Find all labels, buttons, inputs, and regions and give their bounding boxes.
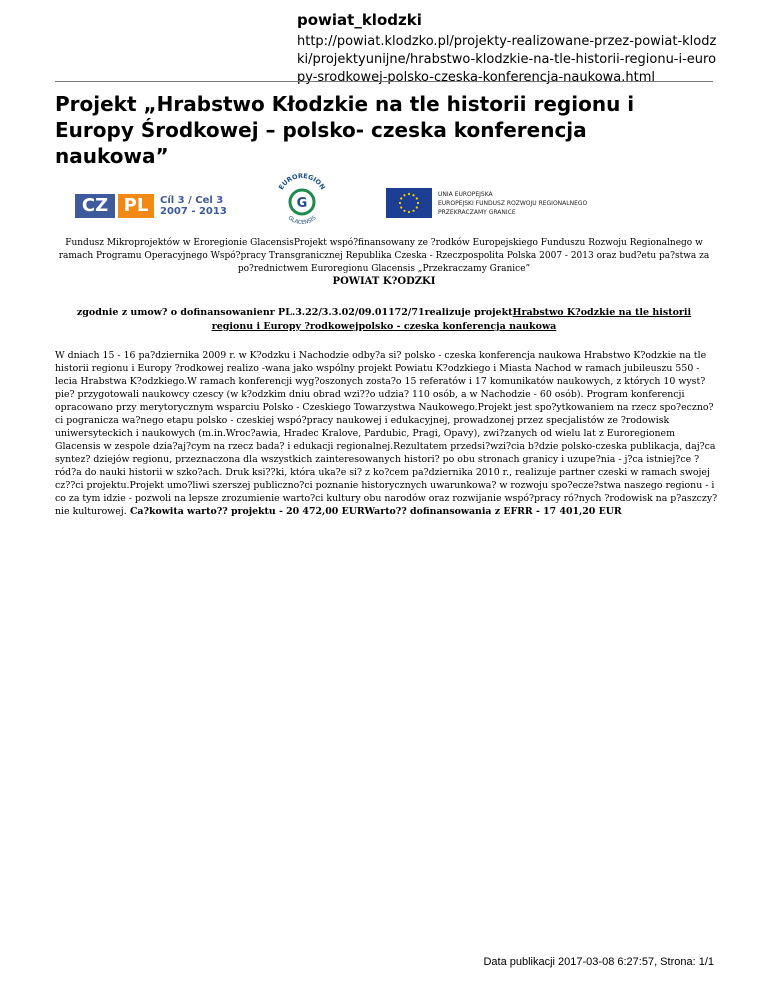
- description-text: W dniach 15 - 16 pa?dziernika 2009 r. w K?odzku i Nachodzie odby?a si? polsko - czeska konferencja naukowa Hrabstwo K?odzkie na tle historii regionu i Europy ?rodkowej realizo -wana jako wspólny projekt Powiatu K?odzkiego i Miasta Nachod w ramach jubileuszu 550 - lecia Hrabstwa K?odzkiego.W ramach konferencji wyg?oszonych zosta?o 15 referatów i 17 komunikatów naukowych, z których 10 wyst?pie? przygotowali naukowcy czescy (w k?odzkim dniu obrad wzi??o udzia? 110 osób, a w Nachodzie - 60 osób). Program konferencji opracowano przy merytorycznym wsparciu Polsko - Czeskiego Towarzystwa Naukowego.Projekt jest spo?ytkowaniem na rzecz spo?eczno?ci pogranicza wa?nego etapu polsko - czeskiej wspó?pracy naukowej i edukacyjnej, prowadzonej przez specjalistów ze ?rodowisk uniwersyteckich i naukowych (m.in.Wroc?awia, Hradec Kralove, Pardubic, Pragi, Opavy), zwi?zanych od wielu lat z Euroregionem Glacensis w zespole dzia?aj?cym na rzecz bada? i edukacji regionalnej.Rezultatem przedsi?wzi?cia b?dzie polsko-czeska publikacja, daj?ca syntez? dziejów regionu, przeznaczona dla wszystkich zainteresowanych histori? po obu stronach granicy i uzupe?nia - j?ca istniej?ce ?ród?a do nauki historii w szko?ach. Druk ksi??ki, która uka?e si? z ko?cem pa?dziernika 2010 r., realizuje partner czeski w ramach swojej cz??ci projektu.Projekt umo?liwi szerszej publiczno?ci poznanie historycznych uwarunkowa? w rozwoju spo?ecze?stwa naszego regionu - i co za tym idzie - pozwoli na lepsze zrozumienie warto?ci kultury obu narodów oraz rozwijanie wspó?pracy ró?nych ?rodowisk na p?aszczy?nie kulturowej.: [55, 350, 718, 517]
- eu-logo-line3: PRZEKRACZAMY GRANICE: [438, 208, 516, 216]
- site-name: powiat_klodzki: [297, 11, 422, 29]
- euroregion-logo-top-text: EUROREGION: [277, 171, 327, 192]
- organization-name: POWIAT K?ODZKI: [332, 276, 436, 287]
- eu-logo-line1: UNIA EUROPEJSKA: [438, 190, 493, 198]
- header-divider: [55, 81, 713, 82]
- euroregion-logo-bottom-text: GLACENSIS: [286, 215, 318, 227]
- eu-flag-icon: [386, 188, 432, 218]
- project-description: [55, 349, 718, 518]
- svg-text:EUROREGION: [277, 172, 327, 191]
- funding-note: Fundusz Mikroprojektów w Eroregionie GlacensisProjekt wspó?finansowany ze ?rodków Europejskiego Funduszu Rozwoju Regionalnego w ramach Programu Operacyjnego Wspó?pracy Transgranicznej Republika Czeska - Rzeczpospolita Polska 2007 - 2013 oraz bud?etu pa?stwa za po?rednictwem Euroregionu Glacensis „Przekraczamy Granice”: [58, 238, 710, 274]
- publication-footer: Data publikacji 2017-03-08 6:27:57, Strona: 1/1: [483, 956, 714, 968]
- eu-logo: [386, 188, 587, 218]
- czpl-logo: [75, 194, 227, 218]
- contract-prefix: zgodnie z umow? o dofinansowanienr PL.3.22/3.3.02/09.01172/71realizuje projekt: [76, 307, 513, 318]
- czpl-logo-line2: 2007 - 2013: [160, 206, 227, 217]
- svg-text:GLACENSIS: [287, 215, 318, 226]
- logo-strip: [0, 168, 768, 232]
- czpl-logo-line1: Cíl 3 / Cel 3: [160, 195, 224, 206]
- page-url[interactable]: http://powiat.klodzko.pl/projekty-realizowane-przez-powiat-klodzki/projektyunijne/hrabstwo-klodzkie-na-tle-historii-regionu-i-europy-srodkowej-polsko-czeska-konferencja-naukowa.html: [297, 34, 717, 85]
- eu-logo-text: [438, 190, 587, 217]
- project-totals: Ca?kowita warto?? projektu - 20 472,00 EURWarto?? dofinansowania z EFRR - 17 401,20 EUR: [126, 506, 622, 517]
- euroregion-logo-mark: G: [296, 196, 308, 211]
- czpl-logo-cz: CZ: [75, 194, 115, 218]
- euroregion-glacensis-logo: [270, 168, 334, 232]
- contract-project-name: Hrabstwo K?odzkie na tle historii regionu i Europy ?rodkowejpolsko - czeska konferencja naukowa: [211, 307, 692, 332]
- czpl-logo-pl: PL: [118, 194, 154, 218]
- document-header: [297, 10, 717, 87]
- czpl-logo-text: [160, 195, 227, 217]
- page-title: Projekt „Hrabstwo Kłodzkie na tle historii regionu i Europy Środkowej – polsko- czeska konferencja naukowa”: [55, 92, 635, 168]
- contract-statement: [55, 306, 713, 334]
- eu-logo-line2: EUROPEJSKI FUNDUSZ ROZWOJU REGIONALNEGO: [438, 199, 588, 207]
